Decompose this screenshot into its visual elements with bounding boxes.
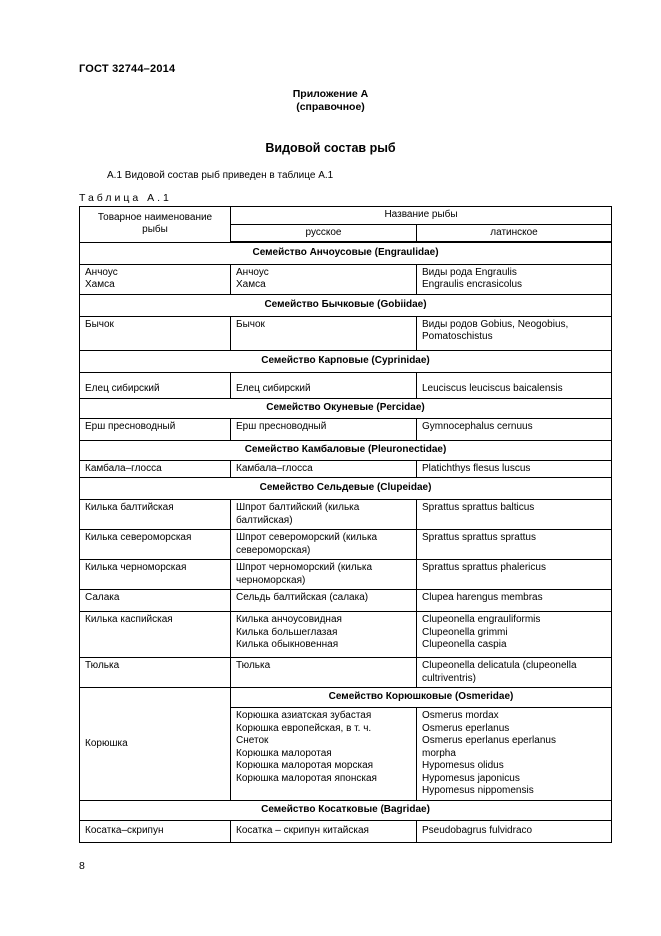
latin-name-cell-line: Clupeonella delicatula (clupeonella: [422, 660, 577, 671]
table-caption: Таблица А.1: [79, 192, 172, 204]
latin-name-cell-line: Pseudobagrus fulvidraco: [422, 824, 533, 836]
trade-name-cell-line: Косатка–скрипун: [85, 824, 164, 836]
latin-name-cell: [417, 560, 612, 590]
russian-name-cell: [231, 590, 417, 612]
species-row: [80, 372, 612, 398]
trade-name-cell: [80, 590, 231, 612]
family-row: [80, 440, 612, 460]
latin-name-cell-line: Sprattus sprattus balticus: [422, 502, 535, 513]
species-table: [79, 206, 612, 843]
family-name: Семейство Корюшковые (Osmeridae): [231, 688, 612, 708]
latin-name-cell-line: Sprattus sprattus sprattus: [422, 532, 536, 543]
russian-name-cell-line: Косатка – скрипун китайская: [236, 824, 369, 836]
latin-name-cell-line: Sprattus sprattus phalericus: [422, 562, 546, 573]
family-name: Семейство Карповые (Cyprinidae): [80, 350, 612, 372]
species-row: [80, 460, 612, 478]
latin-name-cell-line: Clupeonella grimmi: [422, 626, 508, 638]
family-row: [80, 294, 612, 316]
species-row: [80, 612, 612, 658]
trade-name-cell-line: Анчоус: [85, 266, 118, 278]
trade-name-cell: [80, 658, 231, 688]
species-row: [80, 530, 612, 560]
appendix-subtitle: (справочное): [296, 101, 365, 113]
trade-name-cell-line: Килька каспийская: [85, 614, 173, 625]
latin-name-cell: [417, 264, 612, 294]
russian-name-cell-line: Корюшка малоротая японская: [236, 772, 377, 784]
trade-name-cell: [80, 820, 231, 842]
trade-name-cell: [80, 688, 231, 801]
intro-paragraph: А.1 Видовой состав рыб приведен в таблице А.1: [107, 170, 334, 181]
species-row: [80, 560, 612, 590]
latin-name-cell-line: morpha: [422, 747, 456, 759]
trade-name-cell-line: Корюшка: [85, 737, 128, 749]
family-row: [80, 350, 612, 372]
family-row: [80, 688, 612, 708]
russian-name-cell-line: Шпрот черноморский (килька: [236, 562, 373, 573]
family-row: [80, 800, 612, 820]
russian-name-cell-line: Бычок: [236, 318, 265, 330]
russian-name-cell-line: Сельдь балтийская (салака): [236, 592, 369, 603]
trade-name-cell: [80, 316, 231, 350]
russian-name-cell: [231, 560, 417, 590]
latin-name-cell-line: Clupeonella engrauliformis: [422, 614, 541, 625]
russian-name-cell-line: Корюшка малоротая: [236, 747, 332, 759]
russian-name-cell: [231, 264, 417, 294]
header-fish-name: Название рыбы: [231, 207, 612, 225]
latin-name-cell-line: Osmerus eperlanus: [422, 722, 510, 734]
russian-name-cell: [231, 372, 417, 398]
latin-name-cell: [417, 658, 612, 688]
latin-name-cell: [417, 820, 612, 842]
russian-name-cell: [231, 658, 417, 688]
family-row: [80, 398, 612, 418]
russian-name-cell: [231, 316, 417, 350]
latin-name-cell-line: Clupeonella caspia: [422, 639, 507, 650]
russian-name-cell-line: Ерш пресноводный: [236, 420, 327, 432]
russian-name-cell-line: Снеток: [236, 735, 269, 746]
family-row: [80, 478, 612, 500]
family-name: Семейство Камбаловые (Pleuronectidae): [80, 440, 612, 460]
russian-name-cell-line: Тюлька: [236, 660, 271, 671]
trade-name-cell: [80, 500, 231, 530]
latin-name-cell-line: Hypomesus japonicus: [422, 772, 520, 784]
russian-name-cell-line: Килька большеглазая: [236, 626, 338, 638]
family-name: Семейство Бычковые (Gobiidae): [80, 294, 612, 316]
latin-name-cell-line: Osmerus eperlanus eperlanus: [422, 735, 556, 746]
russian-name-cell-line: Анчоус: [236, 266, 269, 278]
latin-name-cell: [417, 708, 612, 801]
latin-name-cell-line: Hypomesus olidus: [422, 760, 504, 771]
russian-name-cell: [231, 460, 417, 478]
latin-name-cell-line: Pomatoschistus: [422, 331, 493, 342]
trade-name-cell: [80, 418, 231, 440]
latin-name-cell-line: Виды родов Gobius, Neogobius,: [422, 318, 569, 330]
trade-name-cell: [80, 560, 231, 590]
russian-name-cell-line: Килька обыкновенная: [236, 639, 339, 650]
trade-name-cell-line: Салака: [85, 592, 120, 603]
trade-name-cell-line: Хамса: [85, 279, 115, 290]
header-latin: латинское: [417, 224, 612, 242]
trade-name-cell-line: Камбала–глосса: [85, 462, 162, 474]
document-header: ГОСТ 32744–2014: [79, 63, 176, 75]
species-row: [80, 658, 612, 688]
trade-name-cell: [80, 264, 231, 294]
trade-name-cell: [80, 372, 231, 398]
latin-name-cell: [417, 612, 612, 658]
trade-name-cell-line: Килька черноморская: [85, 562, 187, 573]
latin-name-cell-line: Leuciscus leuciscus baicalensis: [422, 383, 563, 394]
header-trade-name: Товарное наименование рыбы: [80, 207, 231, 243]
latin-name-cell: [417, 590, 612, 612]
russian-name-cell-line: Килька анчоусовидная: [236, 614, 342, 625]
family-name: Семейство Анчоусовые (Engraulidae): [80, 242, 612, 264]
page-number: 8: [79, 860, 85, 872]
family-name: Семейство Окуневые (Percidae): [80, 398, 612, 418]
species-row: [80, 316, 612, 350]
russian-name-cell-line: Елец сибирский: [236, 383, 311, 394]
section-title: Видовой состав рыб: [265, 141, 396, 155]
species-row: [80, 820, 612, 842]
russian-name-cell-line: Шпрот североморский (килька: [236, 532, 378, 543]
latin-name-cell-line: Osmerus mordax: [422, 710, 499, 721]
trade-name-cell-line: Килька балтийская: [85, 502, 174, 513]
russian-name-cell-line: черноморская): [236, 574, 306, 586]
latin-name-cell: [417, 418, 612, 440]
trade-name-cell-line: Тюлька: [85, 660, 120, 671]
russian-name-cell: [231, 500, 417, 530]
appendix-title: Приложение А: [292, 88, 369, 100]
trade-name-cell-line: Бычок: [85, 318, 114, 330]
species-row: [80, 418, 612, 440]
latin-name-cell-line: cultriventris): [422, 672, 476, 684]
russian-name-cell-line: североморская): [236, 544, 311, 556]
latin-name-cell-line: Виды рода Engraulis: [422, 266, 517, 278]
species-row: [80, 264, 612, 294]
russian-name-cell-line: Хамса: [236, 279, 266, 290]
latin-name-cell-line: Hypomesus nippomensis: [422, 785, 534, 796]
trade-name-cell: [80, 530, 231, 560]
russian-name-cell-line: Корюшка европейская, в т. ч.: [236, 722, 372, 734]
trade-name-cell-line: Ерш пресноводный: [85, 420, 176, 432]
latin-name-cell-line: Clupea harengus membras: [422, 592, 543, 603]
latin-name-cell: [417, 530, 612, 560]
latin-name-cell: [417, 372, 612, 398]
latin-name-cell: [417, 316, 612, 350]
header-russian: русское: [231, 224, 417, 242]
species-row: [80, 590, 612, 612]
latin-name-cell-line: Platichthys flesus luscus: [422, 462, 531, 474]
russian-name-cell: [231, 708, 417, 801]
family-name: Семейство Косатковые (Bagridae): [80, 800, 612, 820]
russian-name-cell-line: балтийская): [236, 514, 293, 526]
russian-name-cell-line: Шпрот балтийский (килька: [236, 502, 360, 513]
russian-name-cell-line: Корюшка азиатская зубастая: [236, 710, 372, 721]
latin-name-cell: [417, 460, 612, 478]
latin-name-cell: [417, 500, 612, 530]
trade-name-cell-line: Елец сибирский: [85, 383, 160, 394]
species-row: [80, 500, 612, 530]
latin-name-cell-line: Gymnocephalus cernuus: [422, 420, 533, 432]
russian-name-cell: [231, 612, 417, 658]
russian-name-cell-line: Корюшка малоротая морская: [236, 760, 374, 771]
trade-name-cell-line: Килька североморская: [85, 532, 192, 543]
family-name: Семейство Сельдевые (Clupeidae): [80, 478, 612, 500]
table-header-row: [80, 207, 612, 225]
family-row: [80, 242, 612, 264]
trade-name-cell: [80, 612, 231, 658]
russian-name-cell-line: Камбала–глосса: [236, 462, 313, 474]
latin-name-cell-line: Engraulis encrasicolus: [422, 279, 523, 290]
trade-name-cell: [80, 460, 231, 478]
russian-name-cell: [231, 530, 417, 560]
russian-name-cell: [231, 418, 417, 440]
russian-name-cell: [231, 820, 417, 842]
